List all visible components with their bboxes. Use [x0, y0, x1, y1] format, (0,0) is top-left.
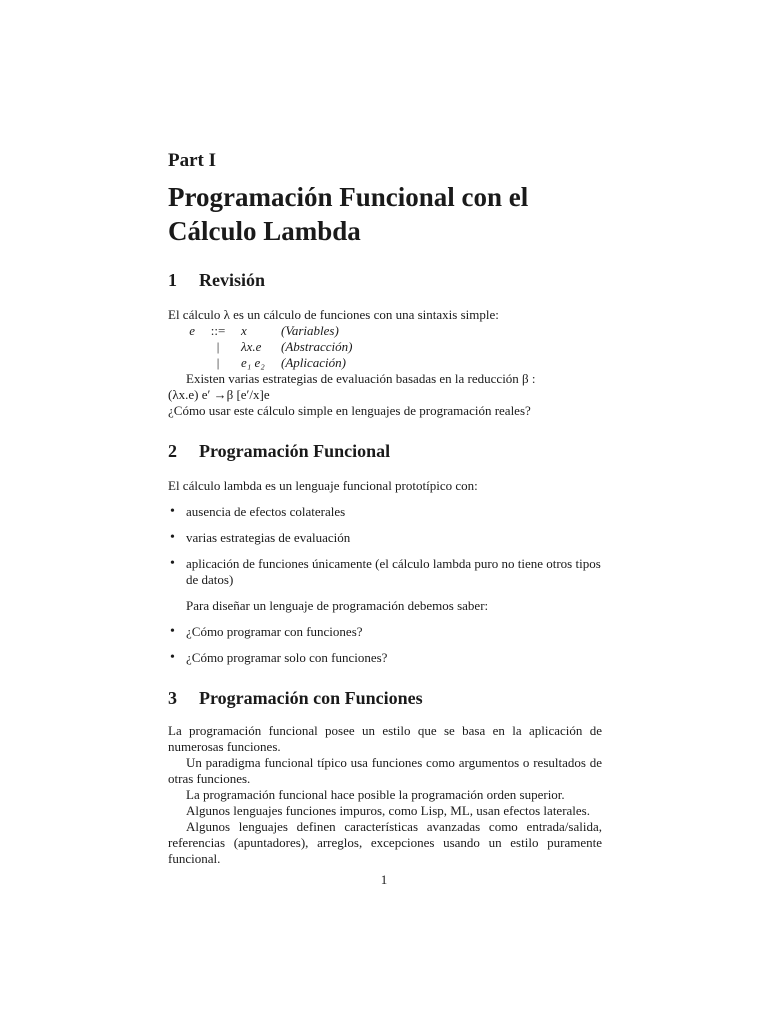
list-item: • ¿Cómo programar con funciones? — [168, 624, 602, 640]
grammar-op: | — [216, 339, 220, 354]
grammar-row — [168, 339, 602, 355]
grammar-lhs: e — [189, 323, 195, 338]
question-list — [168, 624, 602, 666]
section-3-paragraph: La programación funcional hace posible la programación orden superior. — [186, 787, 565, 802]
section-number: 3 — [168, 688, 177, 708]
section-title: Programación Funcional — [199, 441, 391, 461]
section-title: Revisión — [199, 270, 266, 290]
grammar-label: (Aplicación) — [281, 355, 346, 370]
feature-list — [168, 504, 602, 588]
grammar-row — [168, 355, 602, 371]
grammar-term: e₁ e₂ — [241, 355, 265, 370]
section-1-heading — [168, 270, 602, 291]
grammar-op: ::= — [210, 323, 226, 338]
section-number: 1 — [168, 270, 177, 290]
list-item: • aplicación de funciones únicamente (el cálculo lambda puro no tiene otros tipos de datos) — [168, 556, 602, 588]
list-item: • ausencia de efectos colaterales — [168, 504, 602, 520]
grammar-term: x — [241, 323, 247, 338]
section-1-intro: El cálculo λ es un cálculo de funciones con una sintaxis simple: — [168, 307, 499, 322]
part-heading: Part I — [168, 150, 217, 171]
grammar-lhs — [168, 355, 195, 371]
section-2-paragraph: Para diseñar un lenguaje de programación debemos saber: — [186, 598, 489, 613]
grammar-op: | — [216, 355, 220, 370]
section-3-paragraph: Algunos lenguajes funciones impuros, como Lisp, ML, usan efectos laterales. — [186, 803, 590, 818]
grammar-label: (Variables) — [281, 323, 339, 338]
title-line-1: Programación Funcional con el — [168, 182, 529, 212]
grammar-term: λx.e — [241, 339, 262, 354]
section-title: Programación con Funciones — [199, 688, 423, 708]
section-3-heading — [168, 688, 602, 709]
page-number: 1 — [380, 872, 388, 887]
list-item: • ¿Cómo programar solo con funciones? — [168, 650, 602, 666]
section-3-paragraph: Un paradigma funcional típico usa funciones como argumentos o resultados de otras funciones. — [168, 755, 602, 786]
list-item: • varias estrategias de evaluación — [168, 530, 602, 546]
section-1-question: ¿Cómo usar este cálculo simple en lenguajes de programación reales? — [168, 403, 531, 418]
grammar-label: (Abstracción) — [281, 339, 353, 354]
page-title — [168, 180, 602, 248]
document-page — [168, 150, 602, 867]
title-line-2: Cálculo Lambda — [168, 216, 361, 246]
grammar-lhs — [168, 339, 195, 355]
section-2-intro: El cálculo lambda es un lenguaje funcional prototípico con: — [168, 478, 478, 493]
section-3-paragraph: Algunos lenguajes definen características avanzadas como entrada/salida, referencias (apuntadores), arreglos, excepciones usando un estilo puramente funcional. — [168, 819, 602, 866]
grammar-row — [168, 323, 602, 339]
beta-reduction-rule: (λx.e) e′ →β [e′/x]e — [168, 387, 270, 402]
section-1-paragraph: Existen varias estrategias de evaluación basadas en la reducción β : — [186, 371, 536, 386]
section-2-heading — [168, 441, 602, 462]
section-number: 2 — [168, 441, 177, 461]
lambda-grammar — [168, 323, 602, 371]
section-3-paragraph: La programación funcional posee un estilo que se basa en la aplicación de numerosas funciones. — [168, 723, 602, 754]
